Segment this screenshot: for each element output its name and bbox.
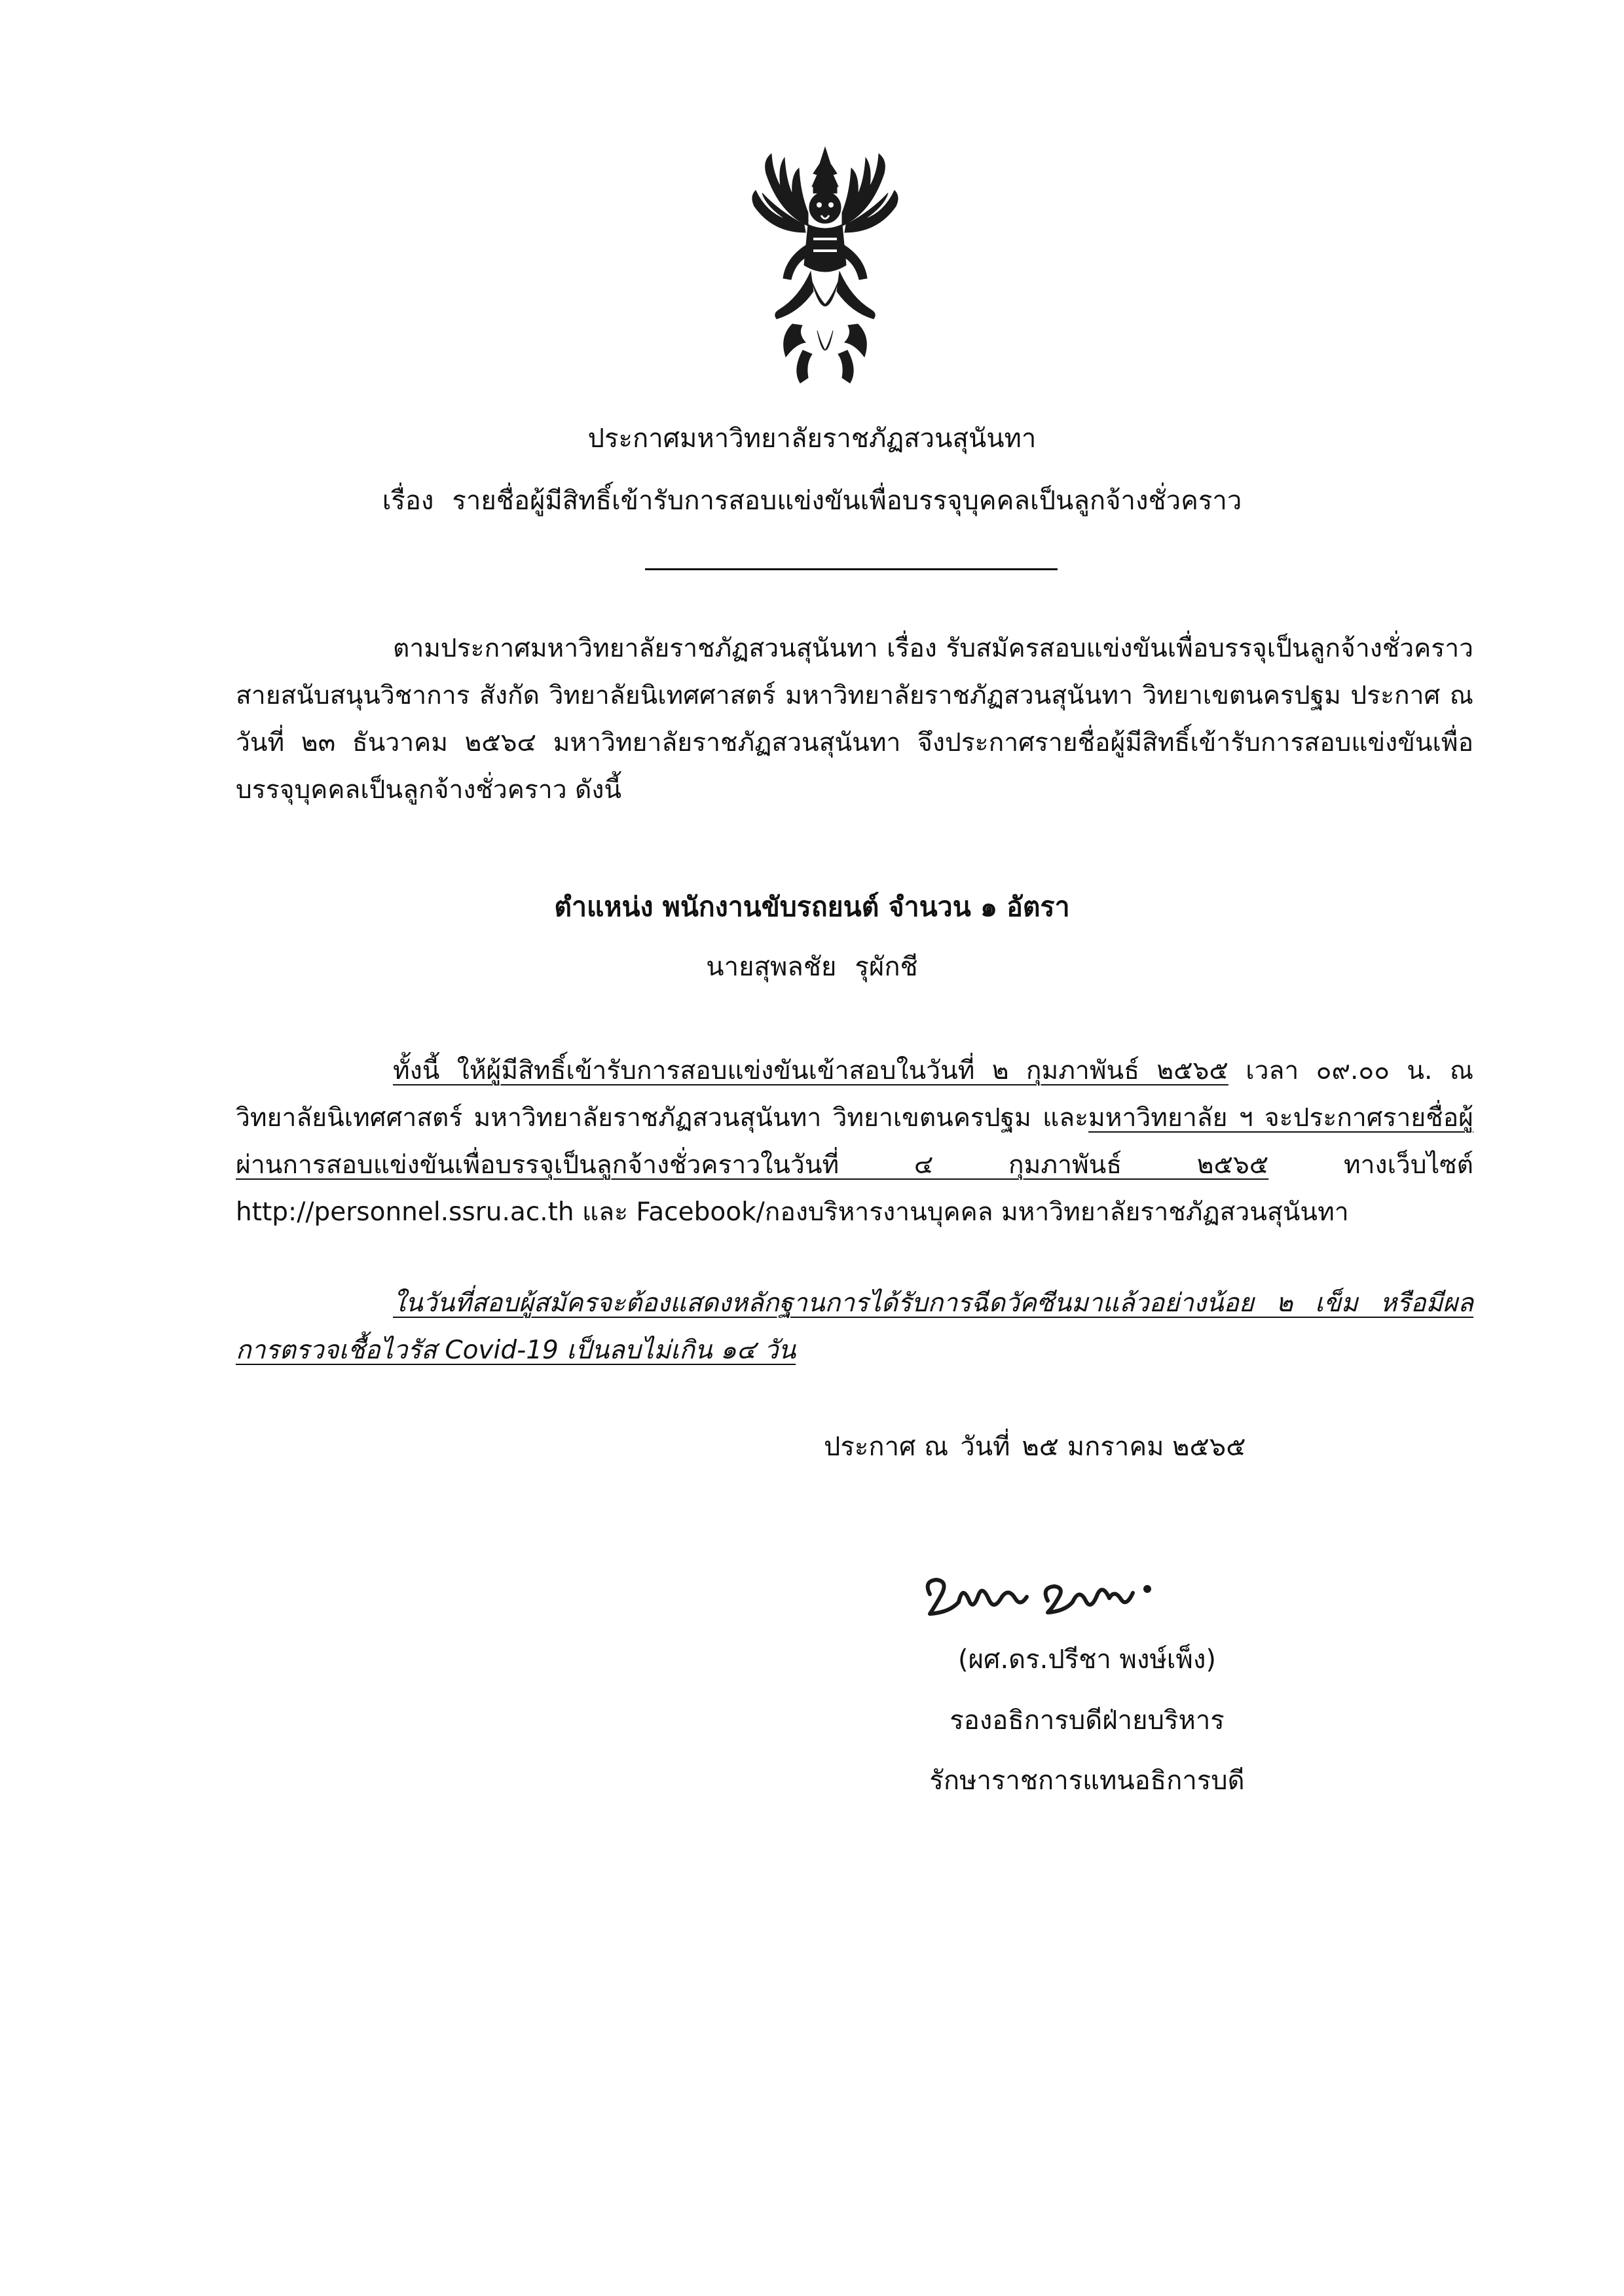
exam-details-paragraph	[236, 1048, 1473, 1236]
vaccine-notice-text: ในวันที่สอบผู้สมัครจะต้องแสดงหลักฐานการได้รับการฉีดวัคซีนมาแล้วอย่างน้อย ๒ เข็ม หรือมีผลการตรวจเชื้อไวรัส Covid-19 เป็นลบไม่เกิน ๑๔ วัน	[236, 1288, 1473, 1365]
candidate-first-name: นายสุพลชัย	[706, 952, 837, 982]
signatory-name: (ผศ.ดร.ปรีชา พงษ์เพ็ง)	[958, 1645, 1216, 1675]
announce-date: ๒๕ มกราคม ๒๕๖๕	[1022, 1432, 1246, 1462]
exam-date-text: ทั้งนี้ ให้ผู้มีสิทธิ์เข้ารับการสอบแข่งขันเข้าสอบในวันที่ ๒ กุมภาพันธ์ ๒๕๖๕	[393, 1056, 1228, 1085]
intro-paragraph	[236, 625, 1473, 814]
announce-prefix: ประกาศ ณ	[824, 1432, 949, 1462]
intro-text: ตามประกาศมหาวิทยาลัยราชภัฏสวนสุนันทา เรื่อง รับสมัครสอบแข่งขันเพื่อบรรจุเป็นลูกจ้างชั่วคราว สายสนับสนุนวิชาการ สังกัด วิทยาลัยนิเทศศาสตร์ มหาวิทยาลัยราชภัฏสวนสุนันทา วิทยาเขตนครปฐม ประกาศ ณ วันที่ ๒๓ ธันวาคม ๒๕๖๔ มหาวิทยาลัยราชภัฏสวนสุนันทา จึงประกาศรายชื่อผู้มีสิทธิ์เข้ารับการสอบแข่งขันเพื่อบรรจุบุคคลเป็นลูกจ้างชั่วคราว ดังนี้	[236, 634, 1473, 805]
candidate-name	[0, 947, 1624, 987]
subject-label: เรื่อง	[382, 486, 434, 516]
signatory-title-2: รักษาราชการแทนอธิการบดี	[929, 1766, 1245, 1796]
announce-day-label: วันที่	[960, 1432, 1010, 1462]
announcement-date-line	[824, 1427, 1246, 1467]
subject-line	[0, 481, 1624, 520]
signatory-title-1: รองอธิการบดีฝ่ายบริหาร	[950, 1705, 1225, 1736]
exam-location-text: เวลา ๐๙.๐๐ น. ณ วิทยาลัยนิเทศศาสตร์ มหาวิทยาลัยราชภัฏสวนสุนันทา วิทยาเขตนครปฐม และ	[236, 1056, 1474, 1133]
website-text: ทางเว็บไซต์ http://personnel.ssru.ac.th และ Facebook/กองบริหารงานบุคคล มหาวิทยาลัยราชภัฏสวนสุนันทา	[236, 1150, 1473, 1227]
handwritten-signature	[910, 1555, 1198, 1627]
candidate-last-name: รุผักชี	[855, 952, 918, 982]
result-announcement-text: มหาวิทยาลัย ฯ จะประกาศรายชื่อผู้ผ่านการสอบแข่งขันเพื่อบรรจุเป็นลูกจ้างชั่วคราวในวันที่ ๔ กุมภาพันธ์ ๒๕๖๕	[236, 1103, 1473, 1180]
subject-text: รายชื่อผู้มีสิทธิ์เข้ารับการสอบแข่งขันเพื่อบรรจุบุคคลเป็นลูกจ้างชั่วคราว	[452, 486, 1242, 516]
vaccine-notice	[236, 1280, 1473, 1374]
garuda-emblem-icon	[740, 134, 910, 390]
announcement-title: ประกาศมหาวิทยาลัยราชภัฏสวนสุนันทา	[587, 424, 1037, 454]
position-title: ตำแหน่ง พนักงานขับรถยนต์ จำนวน ๑ อัตรา	[554, 891, 1070, 922]
title-divider	[645, 568, 1058, 570]
